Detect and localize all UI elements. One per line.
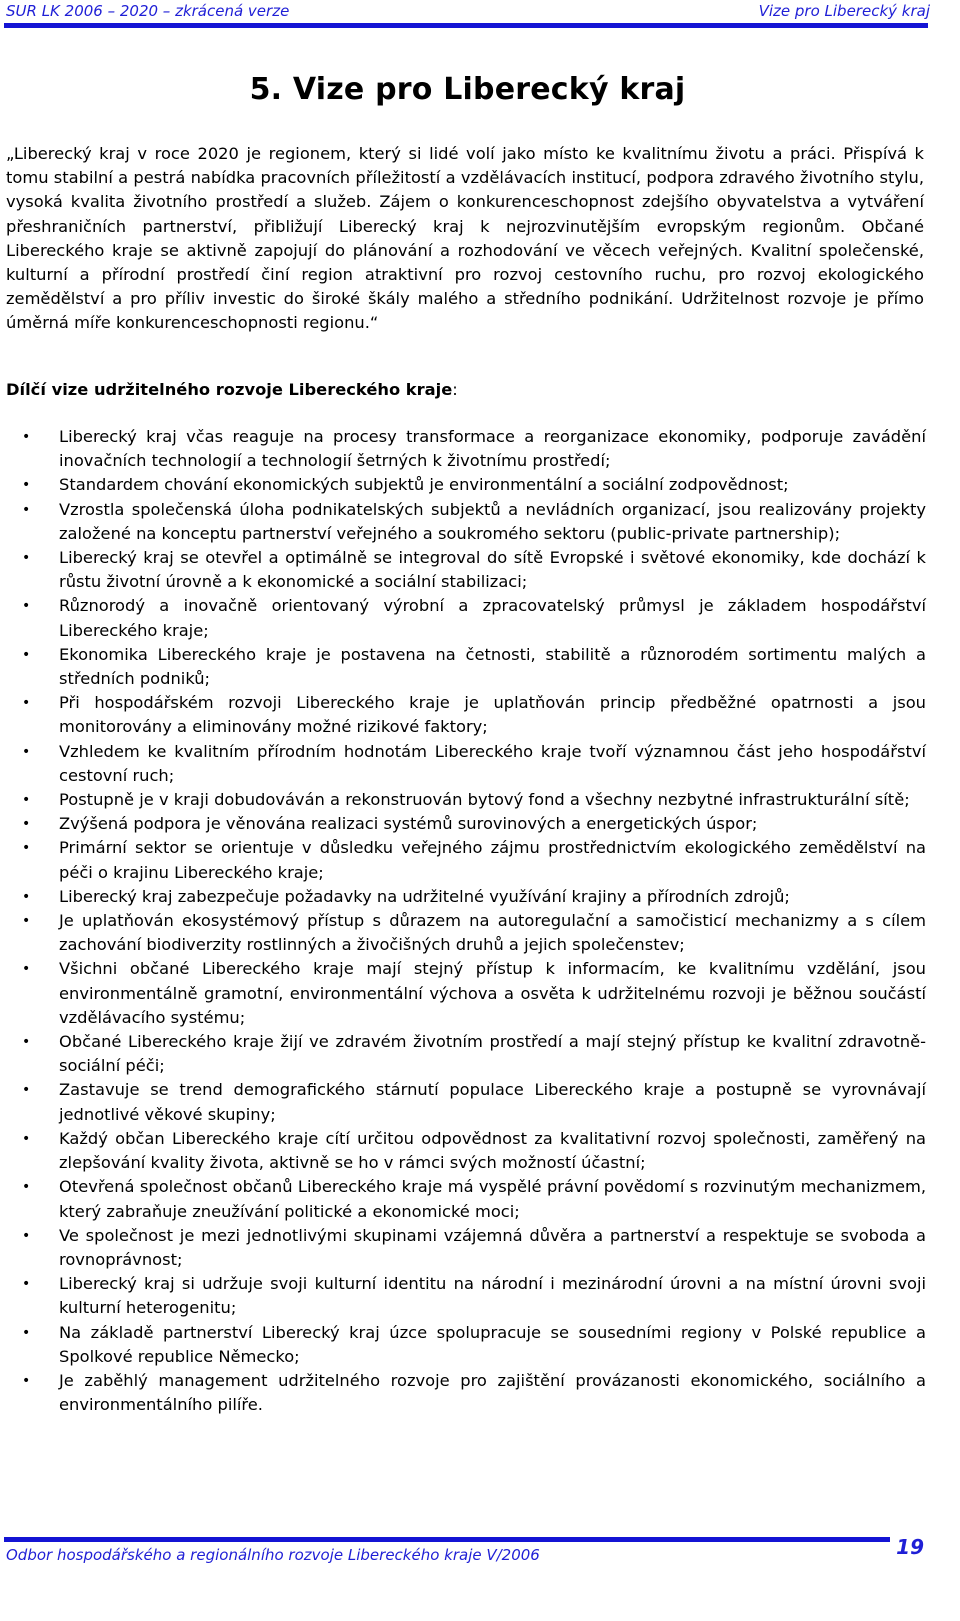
list-item (0, 546, 926, 594)
list-item-text: Ve společnost je mezi jednotlivými skupinami vzájemná důvěra a partnerství a respektuje se svoboda a rovnoprávnost; (59, 1225, 926, 1269)
bullet-icon: • (22, 1372, 31, 1389)
page-title: 5. Vize pro Liberecký kraj (249, 72, 686, 107)
bullet-icon: • (22, 429, 31, 445)
bullet-icon: • (22, 840, 31, 857)
list-item (0, 788, 926, 812)
list-item-text: Zastavuje se trend demografického stárnutí populace Libereckého kraje a postupně se vyrovnávají jednotlivé věkové skupiny; (59, 1080, 926, 1124)
bullet-icon: • (22, 501, 31, 518)
list-item (0, 1224, 926, 1272)
list-item (0, 425, 926, 473)
bullet-icon: • (22, 913, 31, 930)
list-item-text: Na základě partnerství Liberecký kraj úzce spolupracuje se sousedními regiony v Polské republice a Spolkové republice Německo; (59, 1322, 926, 1366)
bullet-icon: • (22, 816, 31, 833)
list-item (0, 1369, 926, 1417)
running-header-right: Vize pro Liberecký kraj (758, 2, 930, 20)
list-item (0, 909, 926, 957)
list-item-text: Postupně je v kraji dobudováván a rekonstruován bytový fond a všechny nezbytné infrastrukturální sítě; (59, 790, 910, 810)
list-item (0, 740, 926, 788)
list-item-text: Při hospodářském rozvoji Libereckého kraje je uplatňován princip předběžné opatrnosti a jsou monitorovány a eliminovány možné rizikové faktory; (59, 693, 926, 737)
list-item-text: Vzhledem ke kvalitním přírodním hodnotám Libereckého kraje tvoří významnou část jeho hospodářství cestovní ruch; (59, 741, 926, 785)
list-item-text: Liberecký kraj si udržuje svoji kulturní identitu na národní i mezinárodní úrovni a na místní úrovni svoji kulturní heterogenitu; (59, 1274, 926, 1318)
list-item (0, 885, 926, 909)
running-header-left: SUR LK 2006 – 2020 – zkrácená verze (6, 2, 290, 20)
bullet-icon: • (22, 1130, 31, 1147)
page-number: 19 (896, 1535, 924, 1559)
subheading-colon: : (452, 380, 458, 399)
subheading-text: Dílčí vize udržitelného rozvoje Libereckého kraje (6, 380, 453, 399)
list-item (0, 1078, 926, 1126)
list-item-text: Liberecký kraj zabezpečuje požadavky na udržitelné využívání krajiny a přírodních zdrojů; (59, 886, 790, 906)
bullet-icon: • (22, 1034, 31, 1051)
list-item (0, 1030, 926, 1078)
list-item-text: Otevřená společnost občanů Libereckého kraje má vyspělé právní povědomí s rozvinutým mechanizmem, který zabraňuje zneužívání politické a ekonomické moci; (59, 1177, 926, 1221)
list-item-text: Občané Libereckého kraje žijí ve zdravém životním prostředí a mají stejný přístup ke kvalitní zdravotně-sociální péči; (59, 1032, 926, 1076)
bullet-icon: • (22, 550, 31, 567)
list-item (0, 594, 926, 642)
bullet-icon: • (22, 1324, 31, 1341)
list-item-text: Je zaběhlý management udržitelného rozvoje pro zajištění provázanosti ekonomického, sociálního a environmentálního pilíře. (59, 1370, 926, 1415)
list-item-text: Standardem chování ekonomických subjektů je environmentální a sociální zodpovědnost; (59, 475, 789, 495)
footer-rule (4, 1537, 890, 1542)
list-item (0, 957, 926, 1030)
list-item-text: Liberecký kraj se otevřel a optimálně se integroval do sítě Evropské i světové ekonomiky, kde dochází k růstu životní úrovně a k ekonomické a sociální stabilizaci; (59, 548, 926, 592)
list-item (0, 1127, 926, 1175)
list-item (0, 1321, 926, 1369)
list-item (0, 1175, 926, 1223)
list-item-text: Všichni občané Libereckého kraje mají stejný přístup k informacím, ke kvalitnímu vzdělání, jsou environmentálně gramotní, environmentální výchova a osvěta k udržitelnému rozvoji je běžnou součástí vzdělávacího systému; (59, 959, 926, 1027)
bullet-icon: • (22, 477, 31, 494)
bullet-icon: • (22, 646, 31, 663)
bullet-icon: • (22, 1082, 31, 1099)
list-item-text: Každý občan Libereckého kraje cítí určitou odpovědnost za kvalitativní rozvoj společnosti, zaměřený na zlepšování kvality života, aktivně se ho v rámci svých možností účastní; (59, 1128, 926, 1173)
list-item (0, 1272, 926, 1320)
vision-list (0, 425, 926, 1417)
footer-text: Odbor hospodářského a regionálního rozvoje Libereckého kraje V/2006 (6, 1546, 540, 1564)
bullet-icon: • (22, 695, 31, 712)
list-item-text: Zvýšená podpora je věnována realizaci systémů surovinových a energetických úspor; (59, 814, 758, 834)
header-rule (4, 23, 928, 28)
list-item (0, 498, 926, 546)
section-subheading (6, 378, 458, 402)
list-item-text: Ekonomika Libereckého kraje je postavena na četnosti, stabilitě a různorodém sortimentu malých a středních podniků; (59, 644, 926, 689)
bullet-icon: • (22, 888, 31, 905)
list-item-text: Je uplatňován ekosystémový přístup s důrazem na autoregulační a samočisticí mechanizmy a s cílem zachování biodiverzity rostlinných a živočišných druhů a jejich společenstev; (59, 911, 926, 955)
bullet-icon: • (22, 1179, 31, 1196)
bullet-icon: • (22, 1227, 31, 1244)
bullet-icon: • (22, 598, 31, 615)
list-item-text: Vzrostla společenská úloha podnikatelských subjektů a nevládních organizací, jsou realizovány projekty založené na konceptu partnerství veřejného a soukromého sektoru (public-private partnership); (59, 499, 926, 543)
list-item-text: Liberecký kraj včas reaguje na procesy transformace a reorganizace ekonomiky, podporuje zavádění inovačních technologií a technologií šetrných k životnímu prostředí; (59, 427, 926, 471)
vision-statement: „Liberecký kraj v roce 2020 je regionem, který si lidé volí jako místo ke kvalitnímu životu a práci. Přispívá k tomu stabilní a pestrá nabídka pracovních příležitostí a vzdělávacích institucí, podpora zdravého životního stylu, vysoká kvalita životního prostředí a služeb. Zájem o konkurenceschopnost zdejšího obyvatelstva a vytváření přeshraničních partnerství, přibližují Liberecký kraj k nejrozvinutějším evropským regionům. Občané Libereckého kraje se aktivně zapojují do plánování a rozhodování ve věcech veřejných. Kvalitní společenské, kulturní a přírodní prostředí činí region atraktivní pro rozvoj cestovního ruchu, pro rozvoj ekologického zemědělství a pro příliv investic do široké škály malého a středního podnikání. Udržitelnost rozvoje je přímo úměrná míře konkurenceschopnosti regionu.“ (6, 144, 924, 333)
list-item-text: Různorodý a inovačně orientovaný výrobní a zpracovatelský průmysl je základem hospodářství Libereckého kraje; (59, 596, 926, 640)
bullet-icon: • (22, 792, 31, 809)
list-item (0, 812, 926, 836)
list-item (0, 473, 926, 497)
bullet-icon: • (22, 1276, 31, 1293)
bullet-icon: • (22, 961, 31, 978)
bullet-icon: • (22, 743, 31, 760)
list-item (0, 836, 926, 884)
list-item (0, 643, 926, 691)
list-item (0, 691, 926, 739)
list-item-text: Primární sektor se orientuje v důsledku veřejného zájmu prostřednictvím ekologického zemědělství na péči o krajinu Libereckého kraje; (59, 838, 926, 882)
